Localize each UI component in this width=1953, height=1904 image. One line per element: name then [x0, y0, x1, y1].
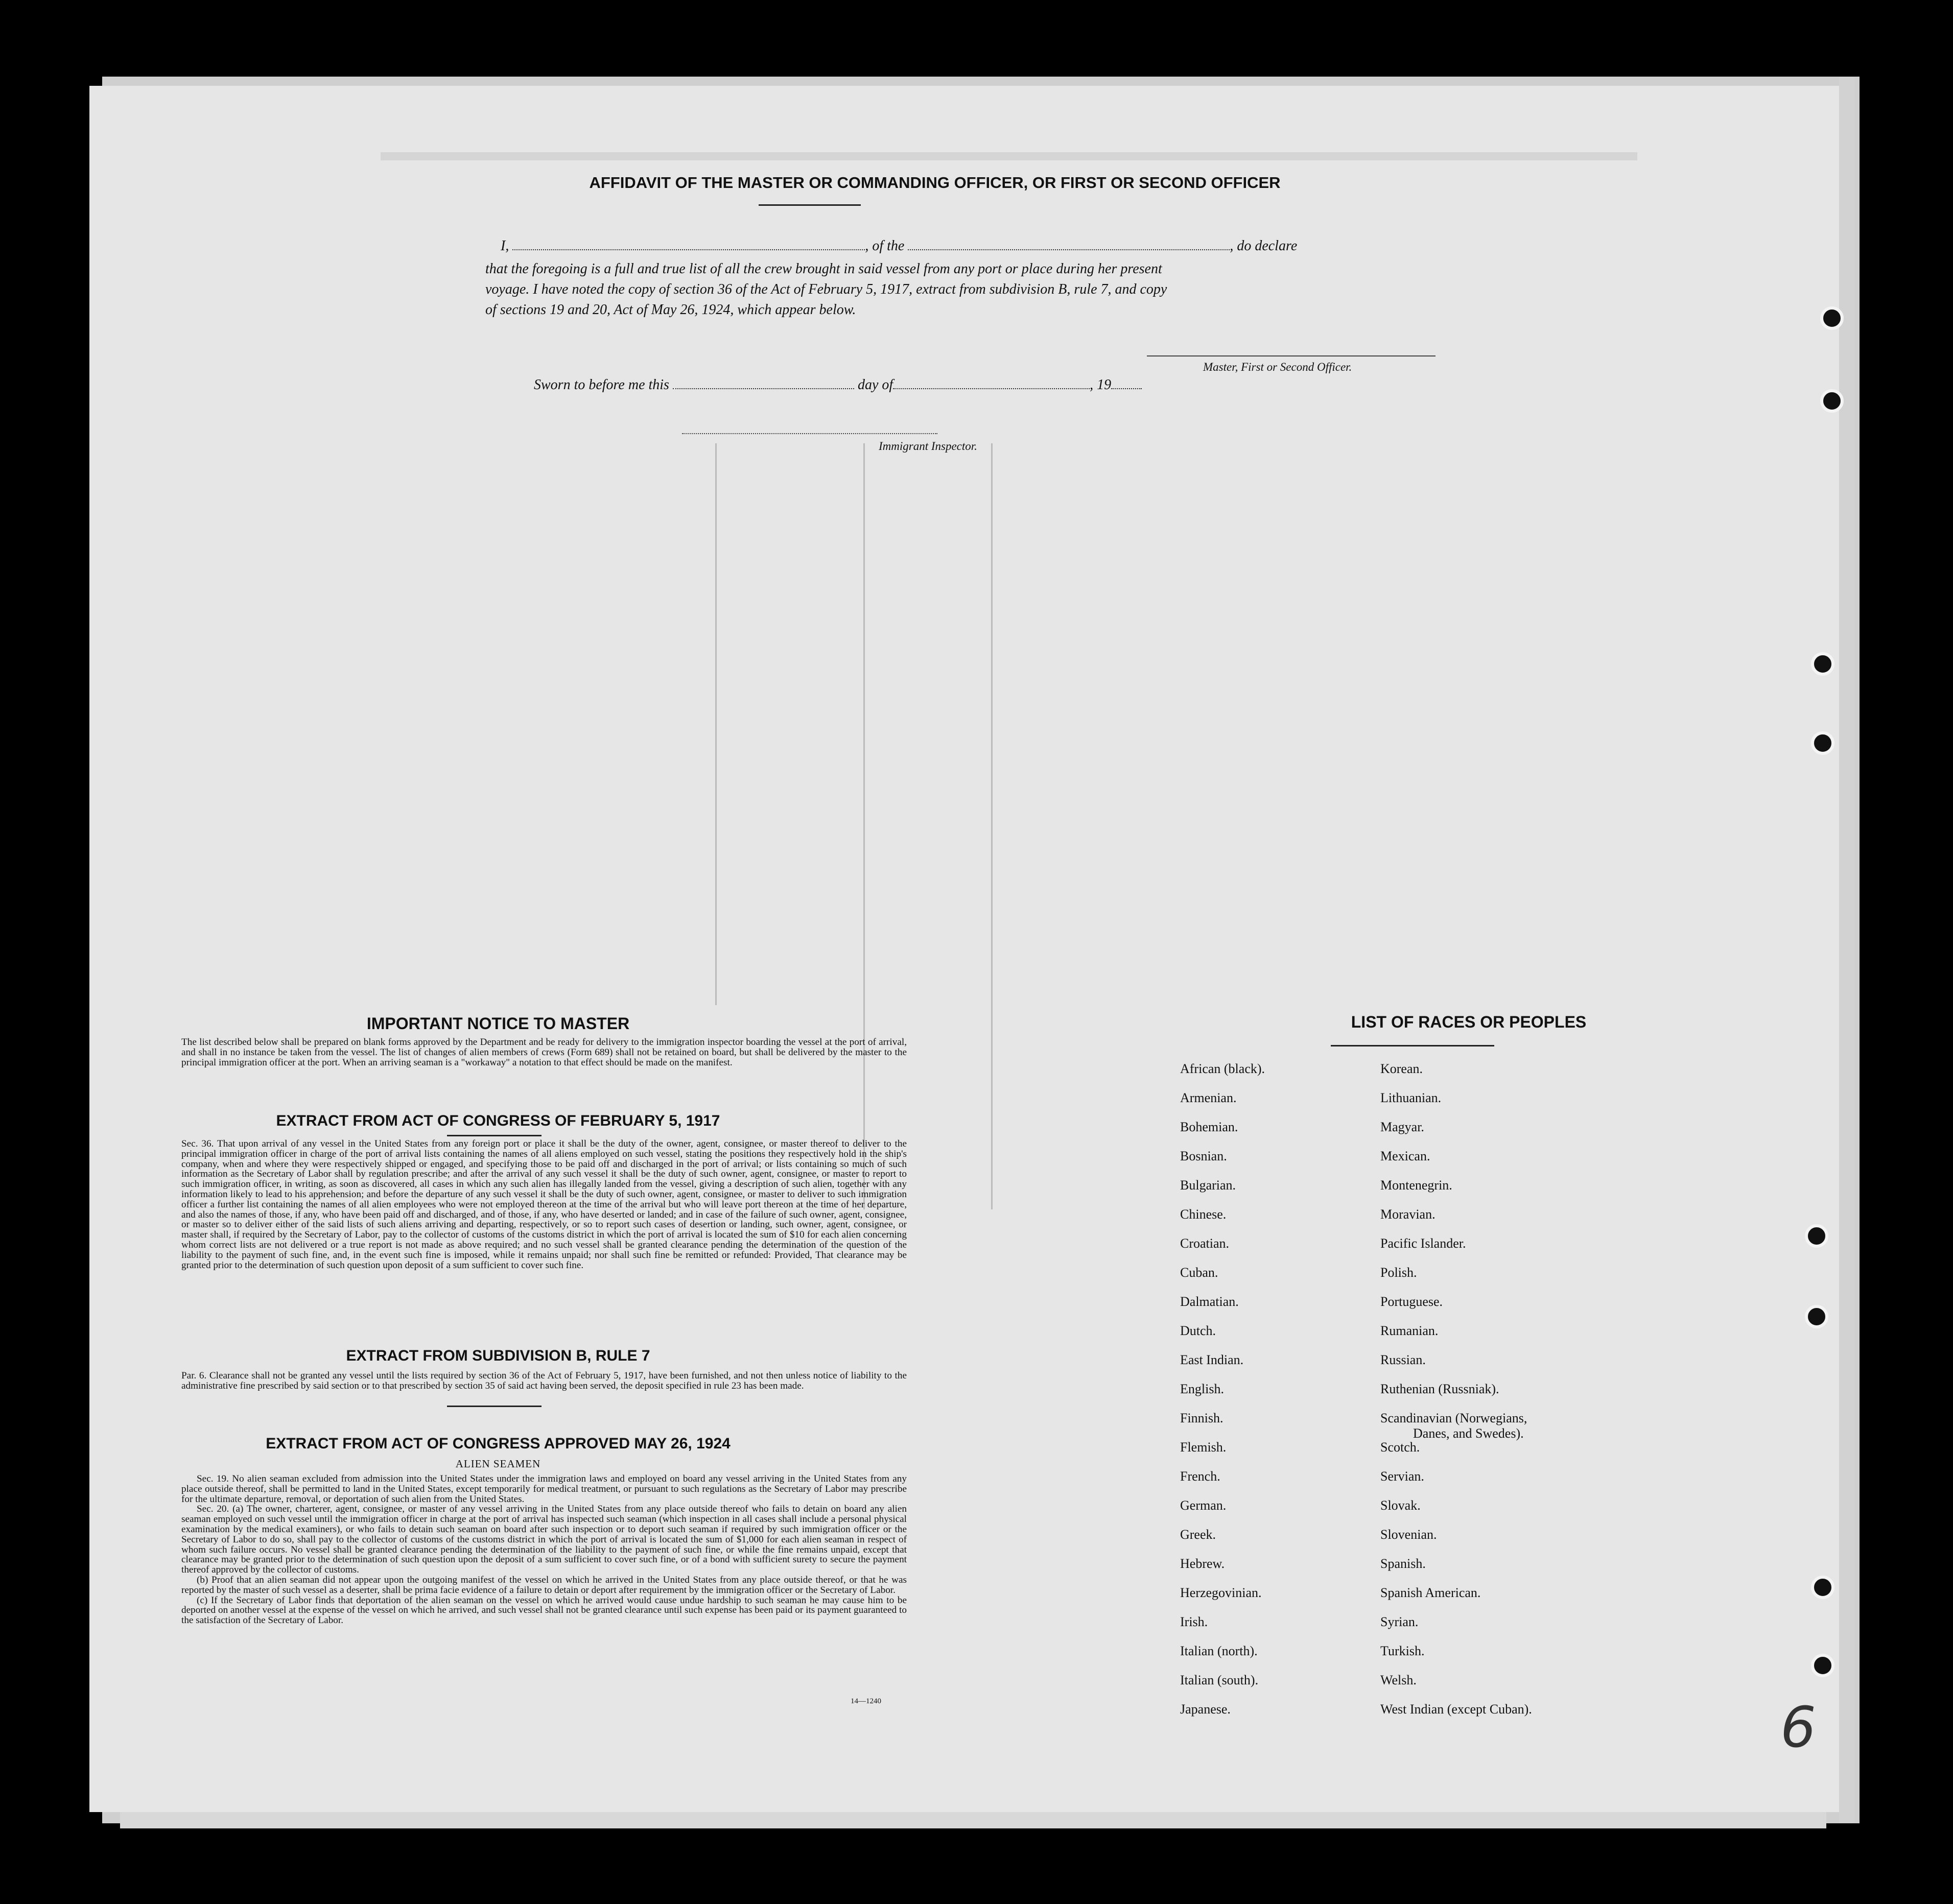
extract-1917-text: Sec. 36. That upon arrival of any vessel in the United States from any foreign port or place it shall be the duty of the owner, agent, consignee, or master thereof to deliver to the principal immigration officer in charge of the port of arrival lists containing the names of all aliens employed on such vessel, stating the positions they respectively hold in the ship's company, when and where they were respectively shipped or engaged, and specifying those to be paid off and discharged in the port of arrival; or lists containing so much of such information as the Secretary of Labor shall by regulation prescribe; and after the arrival of any such vessel it shall be the duty of such owner, agent, consignee, or master to report to such immigration officer, in writing, as soon as discovered, all cases in which any such alien has illegally landed from the vessel, giving a description of such alien, together with any information likely to lead to his apprehension; and before the departure of any such vessel it shall be the duty of such owner, agent, consignee, or master to deliver to such immigration officer a further list containing the names of all alien employees who were not employed thereon at the time of the arrival but who will leave port thereon at the time of her departure, and also the names of those, if any, who have been paid off and discharged, and of those, if any, who have deserted or landed; and in case of the failure of such owner, agent, consignee, or master so to deliver either of the said lists of such aliens arriving and departing, respectively, or so to report such cases of desertion or landing, such owner, agent, consignee, or master shall, if required by the Secretary of Labor, pay to the collector of customs of the customs district in which the port of arrival is located the sum of $10 for each alien concerning whom correct lists are not delivered or a true report is not made as above required; and no such vessel shall be granted clearance pending the determination of the question of the liability to the payment of such fine, and, in the event such fine is imposed, while it remains unpaid; nor shall such fine be remitted or refunded: Provided, That clearance may be granted prior to the determination of such question upon deposit of a sum sufficient to cover such fine.	[181, 1138, 907, 1271]
affidavit-title-rule	[759, 204, 861, 206]
race-item: Armenian.	[1180, 1090, 1237, 1105]
race-item: Hebrew.	[1180, 1556, 1225, 1571]
race-item: Finnish.	[1180, 1411, 1223, 1425]
race-item: West Indian (except Cuban).	[1380, 1702, 1532, 1717]
punch-hole	[1805, 1305, 1828, 1328]
sworn-prefix: Sworn to before me this	[534, 377, 669, 393]
extract-1917-title: EXTRACT FROM ACT OF CONGRESS OF FEBRUARY 5, 1917	[276, 1112, 720, 1129]
races-title: LIST OF RACES OR PEOPLES	[1351, 1013, 1587, 1031]
race-item: Syrian.	[1380, 1614, 1419, 1629]
race-item: Welsh.	[1380, 1673, 1417, 1687]
notice-title: IMPORTANT NOTICE TO MASTER	[366, 1014, 630, 1033]
race-item: Bohemian.	[1180, 1120, 1238, 1134]
section-20c: (c) If the Secretary of Labor finds that deportation of the alien seaman on the vessel on which he arrived would cause undue hardship to such seaman he may cause him to be deported on another vessel at the expense of the vessel on which he arrived, and such vessel shall not be granted clearance until such expense has been paid or its payment guaranteed to the satisfaction of the Secretary of Labor.	[181, 1594, 907, 1626]
affidavit-line-3: voyage. I have noted the copy of section 36 of the Act of February 5, 1917, extract from subdivision B, rule 7, and copy	[485, 281, 1167, 297]
race-item: Dalmatian.	[1180, 1294, 1239, 1309]
extract-rule7-title: EXTRACT FROM SUBDIVISION B, RULE 7	[346, 1347, 650, 1364]
race-item: Irish.	[1180, 1614, 1208, 1629]
extract-1924-title: EXTRACT FROM ACT OF CONGRESS APPROVED MAY 26, 1924	[266, 1435, 731, 1452]
race-item: Polish.	[1380, 1265, 1417, 1280]
race-item: Bosnian.	[1180, 1149, 1227, 1163]
race-item: Italian (north).	[1180, 1644, 1258, 1658]
race-item: Spanish.	[1380, 1556, 1426, 1571]
race-item: Montenegrin.	[1380, 1178, 1452, 1193]
race-item: German.	[1180, 1498, 1227, 1513]
race-item: Mexican.	[1380, 1149, 1430, 1163]
races-title-rule	[1331, 1045, 1494, 1046]
extract-1924-text	[181, 1474, 907, 1626]
race-item: Flemish.	[1180, 1440, 1227, 1455]
section-19: Sec. 19. No alien seaman excluded from admission into the United States under the immigration laws and employed on board any vessel arriving in the United States from any place outside thereof, shall be permitted to land in the United States, except temporarily for medical treatment, or pursuant to such regulations as the Secretary of Labor may prescribe for the ultimate departure, removal, or deportation of such alien from the United States.	[181, 1473, 907, 1505]
manifest-page	[89, 86, 1839, 1812]
race-item: Lithuanian.	[1380, 1090, 1442, 1105]
race-item: Herzegovinian.	[1180, 1585, 1262, 1600]
race-item: Spanish American.	[1380, 1585, 1481, 1600]
race-item: Portuguese.	[1380, 1294, 1443, 1309]
affidavit-line-2: that the foregoing is a full and true list of all the crew brought in said vessel from any port or place during her present	[485, 261, 1162, 277]
race-item: Magyar.	[1380, 1120, 1424, 1134]
affidavit-of-label: , of the	[865, 238, 905, 254]
punch-hole	[1811, 1576, 1834, 1599]
sworn-year-label: , 19	[1090, 377, 1112, 393]
form-number: 14—1240	[851, 1697, 881, 1705]
race-item-continued: Danes, and Swedes).	[1413, 1426, 1524, 1441]
race-item: Slovak.	[1380, 1498, 1421, 1513]
race-item: Greek.	[1180, 1527, 1216, 1542]
punch-hole	[1820, 389, 1844, 413]
affidavit-declare-label: , do declare	[1230, 238, 1298, 254]
punch-hole	[1811, 1654, 1834, 1677]
race-item: Slovenian.	[1380, 1527, 1437, 1542]
race-item: East Indian.	[1180, 1352, 1244, 1367]
race-item: Rumanian.	[1380, 1323, 1439, 1338]
bleed-through-column-line	[991, 443, 993, 1209]
handwritten-page-number: 6	[1780, 1695, 1816, 1760]
race-item: English.	[1180, 1382, 1224, 1396]
race-item: Bulgarian.	[1180, 1178, 1236, 1193]
race-item: Japanese.	[1180, 1702, 1231, 1717]
affidavit-title: AFFIDAVIT OF THE MASTER OR COMMANDING OFFICER, OR FIRST OR SECOND OFFICER	[589, 174, 1281, 192]
master-signature-line	[1147, 355, 1436, 356]
punch-hole	[1811, 731, 1834, 755]
notice-text: The list described below shall be prepared on blank forms approved by the Department and be ready for delivery to the immigration inspector boarding the vessel at the port of arrival, and shall in no instance be taken from the vessel. The list of changes of alien members of crews (Form 689) shall not be retained on board, but shall be delivered by the master to the principal immigration officer at the port. When an arriving seaman is a "workaway" a notation to that effect should be made on the manifest.	[181, 1037, 907, 1068]
section-20b: (b) Proof that an alien seaman did not appear upon the outgoing manifest of the vessel on which he arrived in the United States from any place outside thereof, or that he was reported by the master of such vessel as a deserter, shall be prima facie evidence of a failure to detain or deport after requirement by the immigration officer or the Secretary of Labor.	[181, 1574, 907, 1596]
inspector-signature-line	[682, 433, 937, 435]
punch-hole	[1805, 1224, 1828, 1248]
race-item: Chinese.	[1180, 1207, 1227, 1222]
race-item: Russian.	[1380, 1352, 1426, 1367]
race-item: Ruthenian (Russniak).	[1380, 1382, 1499, 1396]
stacked-page-edge	[1839, 77, 1854, 1823]
race-item: French.	[1180, 1469, 1220, 1484]
affidavit-line-4: of sections 19 and 20, Act of May 26, 1924, which appear below.	[485, 302, 856, 318]
race-item: Croatian.	[1180, 1236, 1230, 1251]
section-20a: Sec. 20. (a) The owner, charterer, agent, consignee, or master of any vessel arriving in the United States from any place outside thereof who fails to detain on board any alien seaman employed on such vessel until the immigration officer in charge at the port of arrival has inspected such seaman (which inspection in all cases shall include a personal physical examination by the medical examiners), or who fails to detain such seaman on board after such inspection or to deport such seaman if required by such immigration officer or the Secretary of Labor to do so, shall pay to the collector of customs of the customs district in which the port of arrival is located the sum of $1,000 for each alien seaman in respect of whom such failure occurs. No vessel shall be granted clearance pending the determination of the liability to the payment of such fine, or while the fine remains unpaid, except that clearance may be granted prior to the determination of such question upon the deposit of a sum sufficient to cover such fine, or of a bond with sufficient surety to secure the payment thereof approved by the collector of customs.	[181, 1504, 907, 1576]
inspector-caption: Immigrant Inspector.	[879, 440, 977, 453]
sworn-day-blank	[673, 377, 854, 389]
affidavit-line-1	[501, 238, 1297, 254]
bleed-through-column-line	[715, 443, 717, 1005]
punch-hole	[1811, 652, 1834, 676]
alien-seamen-subtitle: ALIEN SEAMEN	[455, 1458, 541, 1470]
race-item: Scotch.	[1380, 1440, 1420, 1455]
race-item: Turkish.	[1380, 1644, 1425, 1658]
sworn-year-blank	[1111, 377, 1142, 389]
bleed-through-column-line	[863, 443, 865, 1209]
race-item: African (black).	[1180, 1061, 1265, 1076]
name-blank	[512, 238, 865, 250]
sworn-day-label: day of	[857, 377, 893, 393]
sworn-line	[534, 377, 1142, 393]
race-item: Moravian.	[1380, 1207, 1436, 1222]
race-item: Korean.	[1380, 1061, 1423, 1076]
race-item: Pacific Islander.	[1380, 1236, 1466, 1251]
race-item: Italian (south).	[1180, 1673, 1259, 1687]
sworn-month-blank	[893, 377, 1090, 389]
race-item: Dutch.	[1180, 1323, 1216, 1338]
punch-hole	[1820, 306, 1844, 330]
race-item: Cuban.	[1180, 1265, 1218, 1280]
vessel-blank	[908, 238, 1230, 250]
race-item: Scandinavian (Norwegians,	[1380, 1411, 1527, 1425]
extract-rule7-text: Par. 6. Clearance shall not be granted any vessel until the lists required by section 36 of the Act of February 5, 1917, have been furnished, and not then unless notice of liability to the administrative fine prescribed by said section or to that prescribed by section 35 of said act having been served, the deposit specified in rule 23 has been made.	[181, 1370, 907, 1391]
race-item: Servian.	[1380, 1469, 1424, 1484]
extract-1917-rule	[447, 1135, 542, 1136]
master-caption: Master, First or Second Officer.	[1203, 361, 1352, 373]
affidavit-i-label: I,	[501, 238, 509, 254]
extract-rule7-rule	[447, 1406, 542, 1407]
